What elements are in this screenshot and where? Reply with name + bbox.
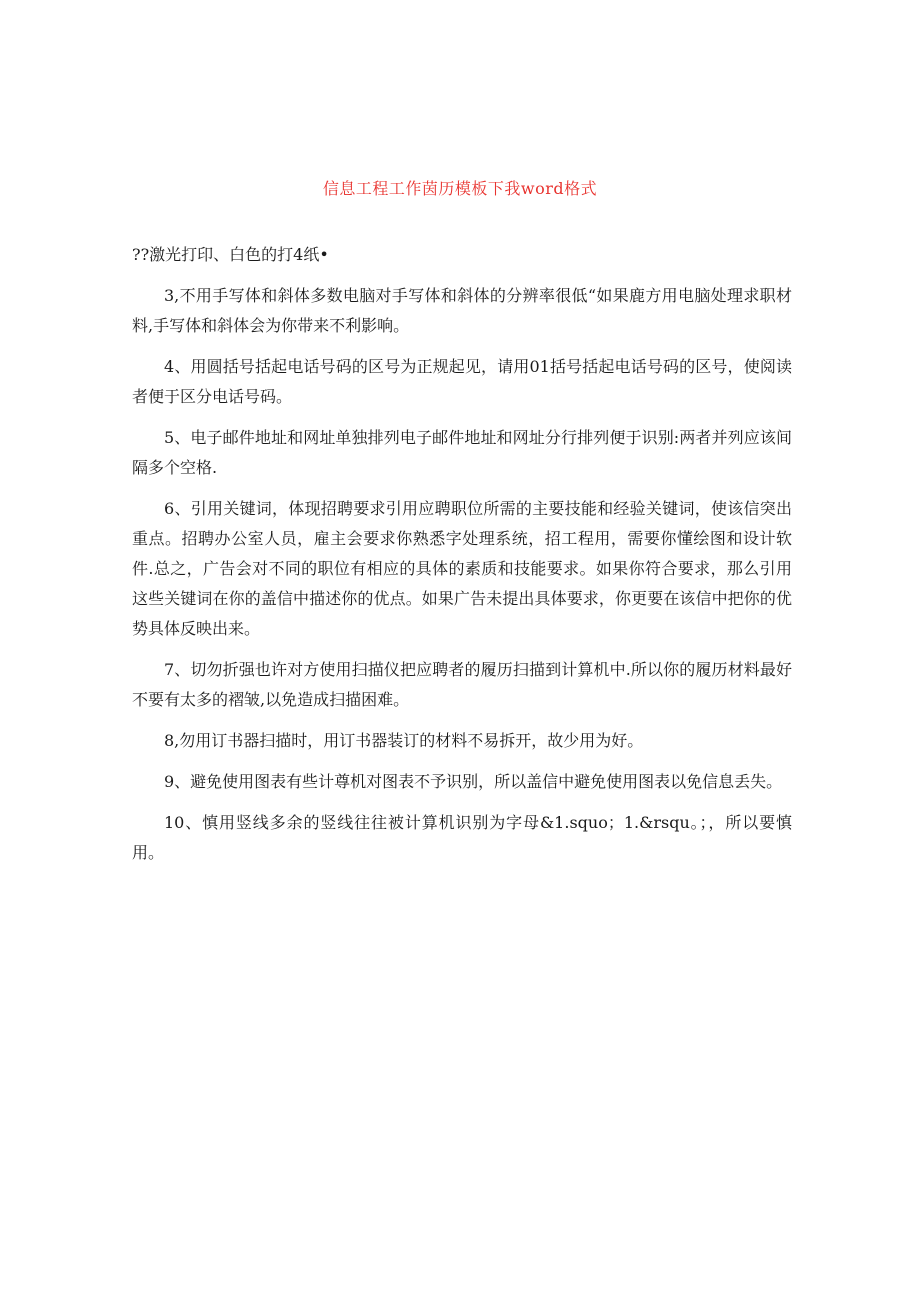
paragraph-item-5: 5、电子邮件地址和网址单独排列电子邮件地址和网址分行排列便于识别:两者并列应该间隔多个空格.	[132, 428, 792, 477]
document-body	[132, 240, 792, 879]
paragraph-item-8: 8,勿用订书器扫描时，用订书器装订的材料不易拆开，故少用为好。	[164, 731, 644, 750]
paragraph-item-3: 3,不用手写体和斜体多数电脑对手写体和斜体的分辨率很低“如果鹿方用电脑处理求职材料,手写体和斜体会为你带来不利影响。	[132, 286, 792, 335]
paragraph-item-7: 7、切勿折强也许对方使用扫描仪把应聘者的履历扫描到计算机中.所以你的履历材料最好不要有太多的褶皱,以免造成扫描困难。	[132, 660, 792, 709]
paragraph-item-6: 6、引用关键词，体现招聘要求引用应聘职位所需的主要技能和经验关键词，使该信突出重点。招聘办公室人员，雇主会要求你熟悉字处理系统，招工程用，需要你懂绘图和设计软件.总之，广告会对不同的职位有相应的具体的素质和技能要求。如果你符合要求，那么引用这些关键词在你的盖信中描述你的优点。如果广告未提出具体要求，你更要在该信中把你的优势具体反映出来。	[132, 499, 792, 638]
document-title: 信息工程工作茵历模板下我word格式	[322, 179, 598, 198]
paragraph-item-10: 10、慎用竖线多余的竖线往往被计算机识别为字母&1.squo；1.&rsqu。；，所以要慎用。	[132, 813, 792, 862]
paragraph-item-9: 9、避免使用图表有些计尊机对图表不予识别，所以盖信中避免使用图表以免信息丢失。	[164, 772, 783, 791]
paragraph-print-note: ??激光打印、白色的打4纸•	[132, 245, 329, 264]
paragraph-item-4: 4、用圆括号括起电话号码的区号为正规起见，请用01括号括起电话号码的区号，使阅读者便于区分电话号码。	[132, 357, 792, 406]
